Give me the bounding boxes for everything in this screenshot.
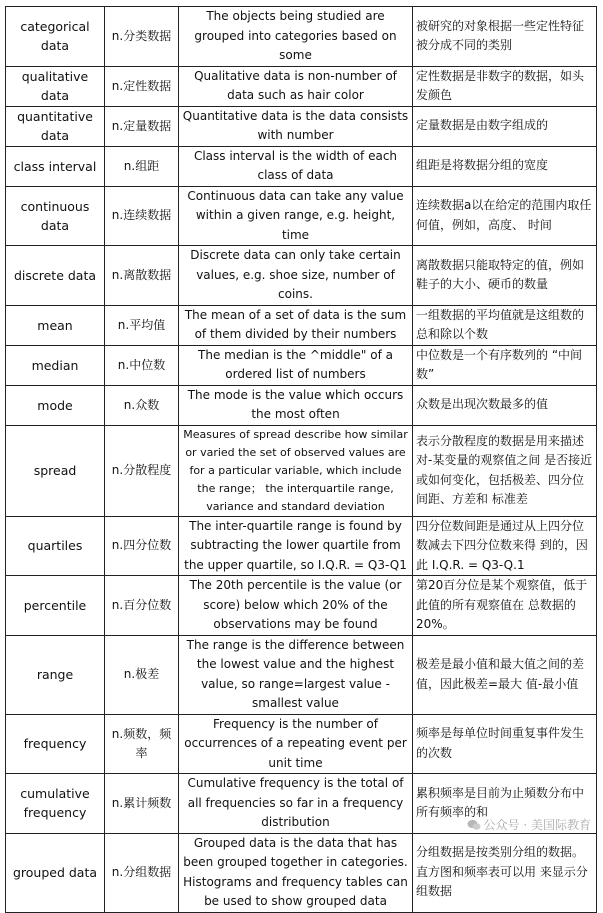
table-row — [6, 345, 597, 385]
english-definition-cell: Class interval is the width of each class of data — [179, 146, 413, 186]
table-row — [6, 576, 597, 636]
chinese-definition-cell: 频率是每单位时间重复事件发生的次数 — [413, 714, 597, 774]
term-cell: mode — [6, 385, 105, 425]
part-of-speech-cell: n.分散程度 — [105, 425, 179, 516]
english-definition-cell: Grouped data is the data that has been grouped together in categories. Histograms and frequency tables can be used to show grouped data — [179, 833, 413, 912]
part-of-speech-cell: n.定量数据 — [105, 106, 179, 146]
term-cell: median — [6, 345, 105, 385]
part-of-speech-cell: n.分类数据 — [105, 7, 179, 67]
chinese-definition-cell: 分组数据是按类别分组的数据。直方图和频率表可以用 来显示分组数据 — [413, 833, 597, 912]
term-cell: discrete data — [6, 246, 105, 306]
part-of-speech-cell: n.中位数 — [105, 345, 179, 385]
term-cell: percentile — [6, 576, 105, 636]
part-of-speech-cell: n.平均值 — [105, 305, 179, 345]
term-cell: cumulative frequency — [6, 774, 105, 834]
english-definition-cell: Cumulative frequency is the total of all frequencies so far in a frequency distribution — [179, 774, 413, 834]
part-of-speech-cell: n.连续数据 — [105, 186, 179, 246]
part-of-speech-cell: n.离散数据 — [105, 246, 179, 306]
chinese-definition-cell: 离散数据只能取特定的值，例如鞋子的大小、硬币的数量 — [413, 246, 597, 306]
english-definition-cell: Continuous data can take any value within a given range, e.g. height, time — [179, 186, 413, 246]
term-cell: class interval — [6, 146, 105, 186]
english-definition-cell: The 20th percentile is the value (or score) below which 20% of the observations may be found — [179, 576, 413, 636]
chinese-definition-cell: 四分位数间距是通过从上四分位数减去下四分位数来得 到的，因此 I.Q.R. = Q3-Q.1 — [413, 516, 597, 576]
chinese-definition-cell: 连续数据a以在给定的范围内取任何值，例如，高度、 时间 — [413, 186, 597, 246]
chinese-definition-cell: 一组数据的平均值就是这组数的总和除以个数 — [413, 305, 597, 345]
english-definition-cell: Frequency is the number of occurrences of a repeating event per unit time — [179, 714, 413, 774]
english-definition-cell: The mean of a set of data is the sum of them divided by their numbers — [179, 305, 413, 345]
english-definition-cell: The inter-quartile range is found by subtracting the lower quartile from the upper quartile, so I.Q.R. = Q3-Q1 — [179, 516, 413, 576]
term-cell: grouped data — [6, 833, 105, 912]
table-row — [6, 146, 597, 186]
chinese-definition-cell: 极差是最小值和最大值之间的差值，因此极差=最大 值-最小值 — [413, 635, 597, 714]
table-row — [6, 425, 597, 516]
watermark-text: 公众号 · 美国际教育 — [483, 818, 591, 832]
term-cell: range — [6, 635, 105, 714]
part-of-speech-cell: n.频数，频率 — [105, 714, 179, 774]
english-definition-cell: Discrete data can only take certain values, e.g. shoe size, number of coins. — [179, 246, 413, 306]
chinese-definition-cell: 中位数是一个有序数列的 “中间数” — [413, 345, 597, 385]
part-of-speech-cell: n.四分位数 — [105, 516, 179, 576]
watermark — [467, 816, 591, 833]
chinese-definition-cell: 表示分散程度的数据是用来描述对-某变量的观察值之间 是否接近或如何变化，包括极差、四分位间距、方差和 标准差 — [413, 425, 597, 516]
part-of-speech-cell: n.组距 — [105, 146, 179, 186]
english-definition-cell: Qualitative data is non-number of data such as hair color — [179, 66, 413, 106]
table-row — [6, 246, 597, 306]
chinese-definition-cell: 累积频率是目前为止頻数分布中所有频率的和 — [413, 774, 597, 834]
term-cell: frequency — [6, 714, 105, 774]
glossary-body — [6, 7, 597, 913]
part-of-speech-cell: n.众数 — [105, 385, 179, 425]
term-cell: categorical data — [6, 7, 105, 67]
chinese-definition-cell: 第20百分位是某个观察值，低于此值的所有观察值在 总数据的20%。 — [413, 576, 597, 636]
glossary-table — [5, 6, 597, 913]
chinese-definition-cell: 众数是出现次数最多的值 — [413, 385, 597, 425]
table-row — [6, 833, 597, 912]
chinese-definition-cell: 定性数据是非数字的数据，如头发颜色 — [413, 66, 597, 106]
term-cell: quantitative data — [6, 106, 105, 146]
chinese-definition-cell: 被研究的对象根据一些定性特征被分成不同的类别 — [413, 7, 597, 67]
term-cell: mean — [6, 305, 105, 345]
term-cell: continuous data — [6, 186, 105, 246]
table-row — [6, 385, 597, 425]
term-cell: spread — [6, 425, 105, 516]
table-row — [6, 7, 597, 67]
part-of-speech-cell: n.定性数据 — [105, 66, 179, 106]
table-row — [6, 305, 597, 345]
term-cell: quartiles — [6, 516, 105, 576]
term-cell: qualitative data — [6, 66, 105, 106]
table-row — [6, 714, 597, 774]
table-row — [6, 516, 597, 576]
table-row — [6, 186, 597, 246]
english-definition-cell: Quantitative data is the data consists with number — [179, 106, 413, 146]
wechat-icon — [467, 819, 481, 831]
table-row — [6, 106, 597, 146]
chinese-definition-cell: 组距是将数据分组的宽度 — [413, 146, 597, 186]
english-definition-cell: The objects being studied are grouped into categories based on some — [179, 7, 413, 67]
english-definition-cell: The mode is the value which occurs the most often — [179, 385, 413, 425]
part-of-speech-cell: n.极差 — [105, 635, 179, 714]
part-of-speech-cell: n.累计频数 — [105, 774, 179, 834]
part-of-speech-cell: n.分组数据 — [105, 833, 179, 912]
english-definition-cell: Measures of spread describe how similar or varied the set of observed values are for a particular variable, which include the range； the interquartile range, variance and standard deviation — [179, 425, 413, 516]
table-row — [6, 635, 597, 714]
english-definition-cell: The range is the difference between the lowest value and the highest value, so range=largest value -smallest value — [179, 635, 413, 714]
table-row — [6, 66, 597, 106]
part-of-speech-cell: n.百分位数 — [105, 576, 179, 636]
chinese-definition-cell: 定量数据是由数字组成的 — [413, 106, 597, 146]
english-definition-cell: The median is the ^middle" of a ordered list of numbers — [179, 345, 413, 385]
